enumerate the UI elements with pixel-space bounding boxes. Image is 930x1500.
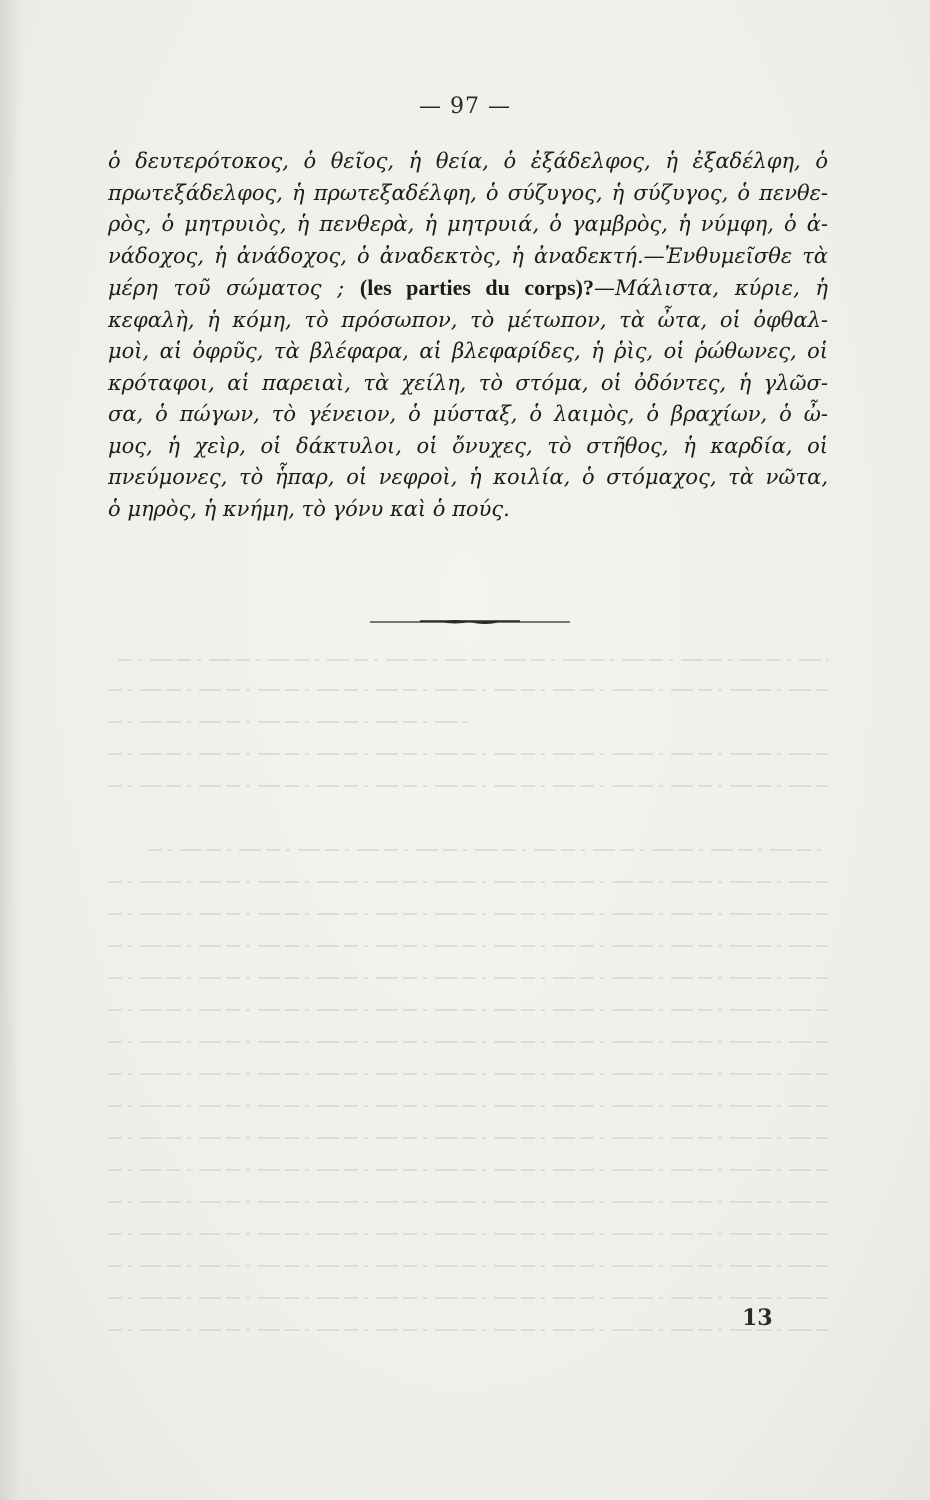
page-number: — 97 —: [419, 94, 511, 119]
text-segment: μέρη τοῦ σώματος ;: [108, 276, 360, 300]
page-gutter-shadow: [0, 0, 22, 1500]
text-line: μοὶ, αἱ ὀφρῦς, τὰ βλέφαρα, αἱ βλεφαρίδες, ἡ ῥὶς, οἱ ῥώθωνες, οἱ: [108, 339, 828, 363]
text-line: ὁ δευτερότοκος, ὁ θεῖος, ἡ θεία, ὁ ἐξάδελφος, ἡ ἐξαδέλφη, ὁ: [108, 149, 828, 173]
body-text: [108, 146, 828, 525]
text-line: νάδοχος, ἡ ἀνάδοχος, ὁ ἀναδεκτὸς, ἡ ἀναδεκτή.—Ἐνθυμεῖσθε τὰ: [108, 243, 828, 268]
text-line-with-french: [108, 272, 828, 305]
text-line: ὁ μηρὸς, ἡ κνήμη, τὸ γόνυ καὶ ὁ πούς.: [108, 496, 510, 521]
text-line: ρὸς, ὁ μητρυιὸς, ἡ πενθερὰ, ἡ μητρυιά, ὁ γαμβρὸς, ἡ νύμφη, ὁ ἀ-: [108, 212, 828, 236]
text-line: κεφαλὴ, ἡ κόμη, τὸ πρόσωπον, τὸ μέτωπον, τὰ ὦτα, οἱ ὀφθαλ-: [108, 307, 828, 332]
french-phrase: (les parties du corps)?: [359, 275, 594, 300]
text-segment: —Μάλιστα, κύριε, ἡ: [594, 276, 828, 300]
text-line: σα, ὁ πώγων, τὸ γένειον, ὁ μύσταξ, ὁ λαιμὸς, ὁ βραχίων, ὁ ὦ-: [108, 402, 828, 426]
text-line: κρόταφοι, αἱ παρειαὶ, τὰ χείλη, τὸ στόμα, οἱ ὀδόντες, ἡ γλῶσ-: [108, 370, 828, 395]
ornamental-rule: [370, 617, 570, 627]
text-line: πνεύμονες, τὸ ἧπαρ, οἱ νεφροὶ, ἡ κοιλία, ὁ στόμαχος, τὰ νῶτα,: [108, 465, 828, 489]
show-through-texture: [108, 650, 838, 1350]
text-line: μος, ἡ χεὶρ, οἱ δάκτυλοι, οἱ ὄνυχες, τὸ στῆθος, ἡ καρδία, οἱ: [108, 433, 828, 458]
signature-mark: 13: [742, 1305, 773, 1331]
text-line: πρωτεξάδελφος, ἡ πρωτεξαδέλφη, ὁ σύζυγος, ἡ σύζυγος, ὁ πενθε-: [108, 180, 828, 205]
